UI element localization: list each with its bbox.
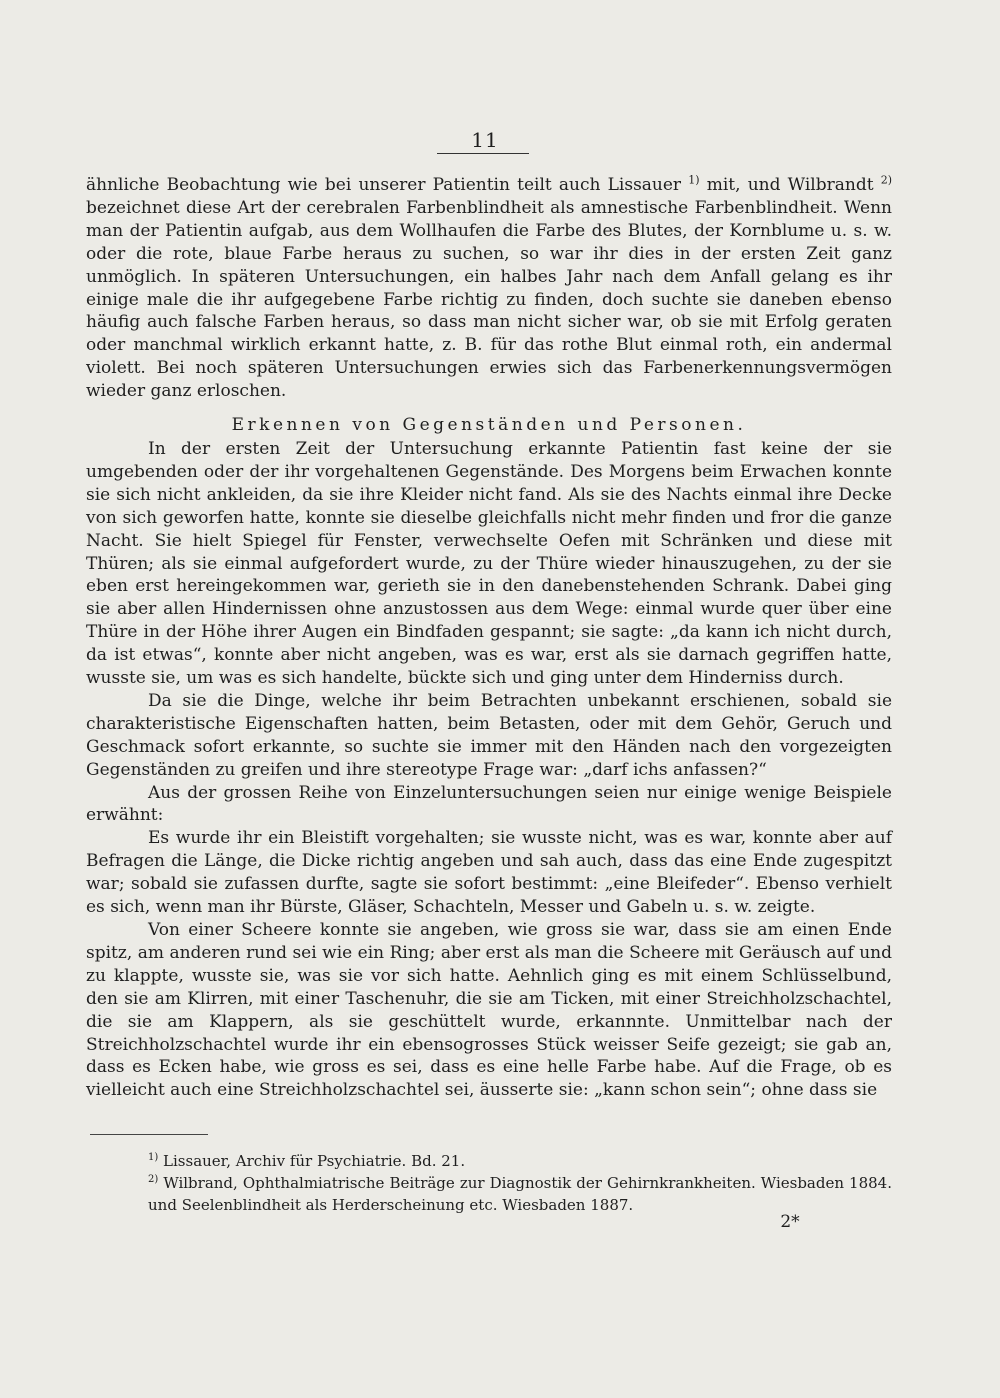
paragraph-6: Von einer Scheere konnte sie angeben, wie gross sie war, dass sie am einen Ende spitz, am anderen rund sei wie ein Ring; aber erst als man die Scheere mit Geräusch auf und zu klappte, wusste sie, was sie vor sich hatte. Aehnlich ging es mit einem Schlüsselbund, den sie am Klirren, mit einer Taschenuhr, die sie am Ticken, mit einer Streichholzschachtel, die sie am Klappern, als sie geschüttelt wurde, erkannnte. Unmittelbar nach der Streichholzschachtel wurde ihr ein ebensogrosses Stück weisser Seife gezeigt; sie gab an, dass es Ecken habe, wie gross es sei, dass es eine helle Farbe habe. Auf die Frage, ob es vielleicht auch eine Streichholzschachtel sei, äusserte sie: „kann schon sein“; ohne dass sie — [86, 920, 892, 1101]
section-heading: Erkennen von Gegenständen und Personen. — [231, 415, 747, 436]
footnote-2 — [88, 1172, 892, 1216]
paragraph-1 — [86, 174, 892, 403]
footnote-rule — [90, 1134, 208, 1135]
body-text — [86, 174, 892, 1102]
page-number: 11 — [471, 128, 499, 152]
footnote-1 — [88, 1150, 892, 1172]
footnotes — [88, 1150, 892, 1216]
footnote-1-text: Lissauer, Archiv für Psychiatrie. Bd. 21. — [163, 1152, 466, 1170]
paragraph-1-start: ähnliche Beobachtung wie bei unserer Patientin teilt auch Lissauer — [86, 175, 682, 195]
footnote-ref-2: 2) — [880, 173, 893, 187]
paragraph-1-mid: mit, und Wilbrandt — [706, 175, 874, 195]
footnote-ref-1: 1) — [688, 173, 700, 187]
paragraph-2: In der ersten Zeit der Untersuchung erkannte Patientin fast keine der sie umgebenden oder der ihr vorgehaltenen Gegenstände. Des Morgens beim Erwachen konnte sie sich nicht ankleiden, da sie ihre Kleider nicht fand. Als sie des Nachts einmal ihre Decke von sich geworfen hatte, konnte sie dieselbe gleichfalls nicht mehr finden und fror die ganze Nacht. Sie hielt Spiegel für Fenster, verwechselte Oefen mit Schränken und diese mit Thüren; als sie einmal aufgefordert wurde, zu der Thüre wieder hinauszugehen, zu der sie eben erst hereingekommen war, gerieth sie in den danebenstehenden Schrank. Dabei ging sie aber allen Hindernissen ohne anzustossen aus dem Wege: einmal wurde quer über eine Thüre in der Höhe ihrer Augen ein Bindfaden gespannt; sie sagte: „da kann ich nicht durch, da ist etwas“, konnte aber nicht angeben, was es war, erst als sie darnach gegriffen hatte, wusste sie, um was es sich handelte, bückte sich und ging unter dem Hinderniss durch. — [86, 438, 892, 689]
paragraph-3: Da sie die Dinge, welche ihr beim Betrachten unbekannt erschienen, sobald sie charakteristische Eigenschaften hatten, beim Betasten, oder mit dem Gehör, Geruch und Geschmack sofort erkannte, so suchte sie immer mit den Händen nach den vorgezeigten Gegenständen zu greifen und ihre stereotype Frage war: „darf ichs anfassen?“ — [86, 690, 892, 780]
footnote-2-text: Wilbrand, Ophthalmiatrische Beiträge zur Diagnostik der Gehirnkrankheiten. Wiesbaden 1884. und Seelenblindheit als Herderscheinung etc. Wiesbaden 1887. — [148, 1174, 892, 1214]
page-number-rule — [437, 153, 529, 154]
footnote-2-mark: 2) — [148, 1174, 159, 1185]
paragraph-5: Es wurde ihr ein Bleistift vorgehalten; sie wusste nicht, was es war, konnte aber auf Befragen die Länge, die Dicke richtig angeben und sah auch, dass das eine Ende zugespitzt war; sobald sie zufassen durfte, sagte sie sofort bestimmt: „eine Bleifeder“. Ebenso verhielt es sich, wenn man ihr Bürste, Gläser, Schachteln, Messer und Gabeln u. s. w. zeigte. — [86, 828, 892, 918]
signature-mark: 2* — [780, 1212, 800, 1232]
footnote-1-mark: 1) — [148, 1152, 159, 1163]
paragraph-4: Aus der grossen Reihe von Einzeluntersuchungen seien nur einige wenige Beispiele erwähnt: — [86, 782, 892, 826]
paragraph-1-rest: bezeichnet diese Art der cerebralen Farbenblindheit als amnestische Farbenblindheit. Wenn man der Patientin aufgab, aus dem Wollhaufen die Farbe des Blutes, der Kornblume u. s. w. oder die rote, blaue Farbe heraus zu suchen, so war ihr dies in der ersten Zeit ganz unmöglich. In späteren Untersuchungen, ein halbes Jahr nach dem Anfall gelang es ihr einige male die ihr aufgegebene Farbe richtig zu finden, doch suchte sie daneben ebenso häufig auch falsche Farben heraus, so dass man nicht sicher war, ob sie mit Erfolg geraten oder manchmal wirklich erkannt hatte, z. B. für das rothe Blut einmal roth, ein andermal violett. Bei noch späteren Untersuchungen erwies sich das Farbenerkennungsvermögen wieder ganz erloschen. — [86, 197, 892, 402]
